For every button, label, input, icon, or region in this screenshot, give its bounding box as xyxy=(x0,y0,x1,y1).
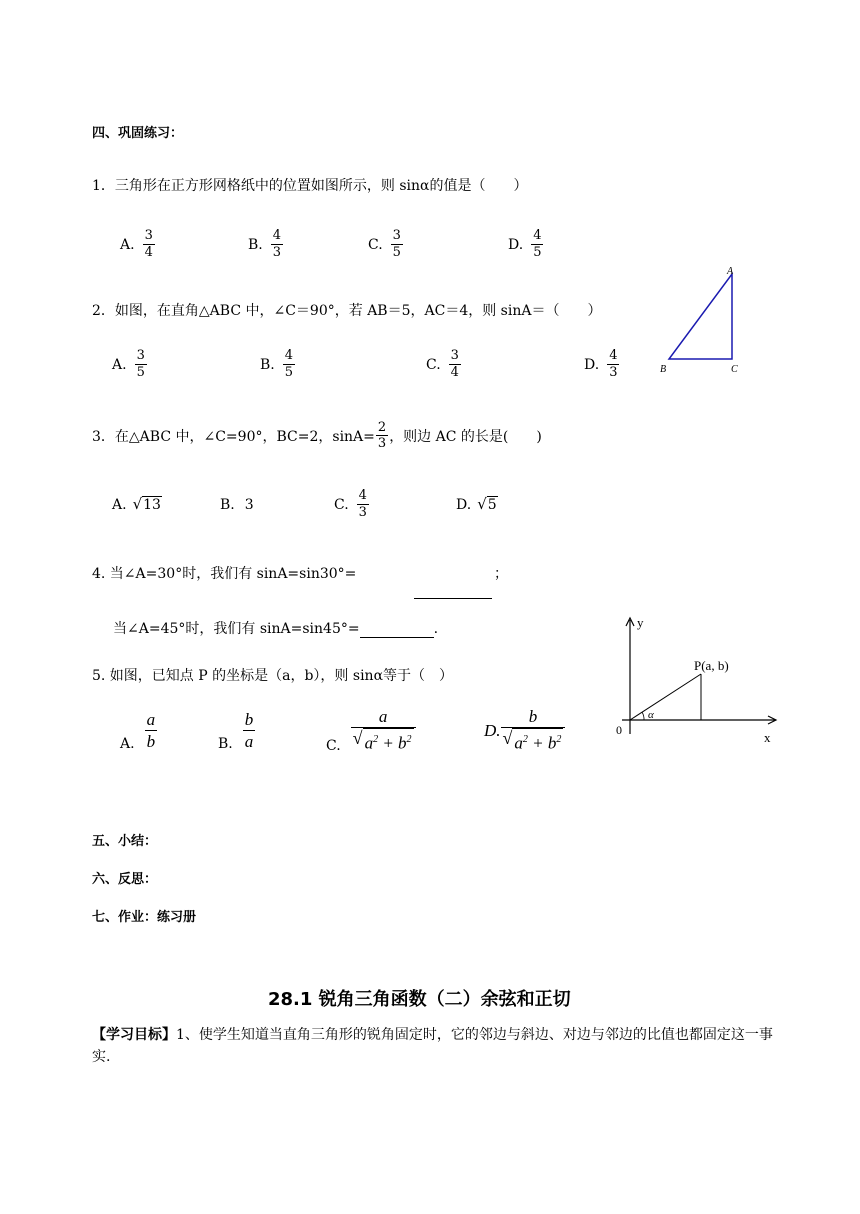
coordinate-figure xyxy=(610,612,790,744)
learning-objective xyxy=(92,1024,782,1068)
q3-option-d[interactable]: D. √ 5 xyxy=(456,495,497,513)
section-heading-reflection: 六、反思： xyxy=(92,872,158,887)
q2-option-b[interactable]: B. $\frac{4}{5}$ xyxy=(260,348,294,380)
lesson-title: 28.1 锐角三角函数（二）余弦和正切 xyxy=(268,989,571,1010)
objective-text: 1、使学生知道当直角三角形的锐角固定时，它的邻边与斜边、对边与邻边的比值也都固定这一事实. xyxy=(92,1027,773,1065)
right-triangle-figure xyxy=(655,262,755,380)
section-heading-homework: 七、作业：练习册 xyxy=(92,910,197,925)
x-axis-label: x xyxy=(764,730,771,744)
q2-option-d[interactable]: D. $\frac{4}{3}$ xyxy=(584,348,618,380)
section-heading-summary: 五、小结： xyxy=(92,834,158,849)
q1-option-c[interactable]: C. $\frac{3}{5}$ xyxy=(368,228,401,260)
q5-option-b[interactable]: B. $\frac{b}{a}$ xyxy=(218,709,254,752)
vertex-a-label: A xyxy=(727,266,734,277)
question-4-line-2: 当∠A=45°时，我们有 sinA=sin45°= . xyxy=(113,621,439,637)
vertex-b-label: B xyxy=(660,364,667,375)
question-1-text: 1．三角形在正方形网格纸中的位置如图所示，则 sinα的值是（ ） xyxy=(92,178,528,194)
question-3-text: 3．在△ABC 中，∠C=90°，BC=2，sinA= $\frac{2}{3}$ ，则边 AC 的长是( ) xyxy=(92,420,542,451)
question-4-line-1: 4. 当∠A=30°时，我们有 sinA=sin30°= xyxy=(92,566,357,582)
angle-alpha-label: α xyxy=(648,709,654,721)
q1-option-d[interactable]: D. $\frac{4}{5}$ xyxy=(508,228,542,260)
origin-label: 0 xyxy=(616,723,622,737)
q1-option-b[interactable]: B. $\frac{4}{3}$ xyxy=(248,228,282,260)
q3-option-a[interactable]: A. √ 13 xyxy=(112,495,161,513)
q2-option-c[interactable]: C. $\frac{3}{4}$ xyxy=(426,348,459,380)
question-5-text: 5. 如图，已知点 P 的坐标是（a，b），则 sinα等于（ ） xyxy=(92,668,454,684)
q5-option-d[interactable]: D. b √ $a^2 + b^2$ xyxy=(484,706,565,754)
q2-option-a[interactable]: A. $\frac{3}{5}$ xyxy=(112,348,145,380)
question-4-line-1-end: ； xyxy=(494,566,508,582)
q3-option-b[interactable]: B. 3 xyxy=(220,497,254,513)
q1-option-a[interactable]: A. $\frac{3}{4}$ xyxy=(120,228,153,260)
question-2-text: 2．如图，在直角△ABC 中，∠C＝90°，若 AB＝5，AC＝4，则 sinA＝（ ） xyxy=(92,303,602,319)
vertex-c-label: C xyxy=(731,364,738,375)
y-axis-label: y xyxy=(637,615,644,630)
q3-option-c[interactable]: C. $\frac{4}{3}$ xyxy=(334,488,367,520)
q5-option-c[interactable]: C. a √ $a^2 + b^2$ xyxy=(326,706,416,754)
section-heading-practice: 四、巩固练习： xyxy=(92,126,184,141)
objective-label: 【学习目标】 xyxy=(92,1027,176,1043)
answer-blank-2[interactable] xyxy=(360,621,434,638)
q5-option-a[interactable]: A. $\frac{a}{b}$ xyxy=(120,709,156,752)
point-p-label: P(a, b) xyxy=(694,658,729,673)
answer-blank-1[interactable] xyxy=(414,598,492,599)
